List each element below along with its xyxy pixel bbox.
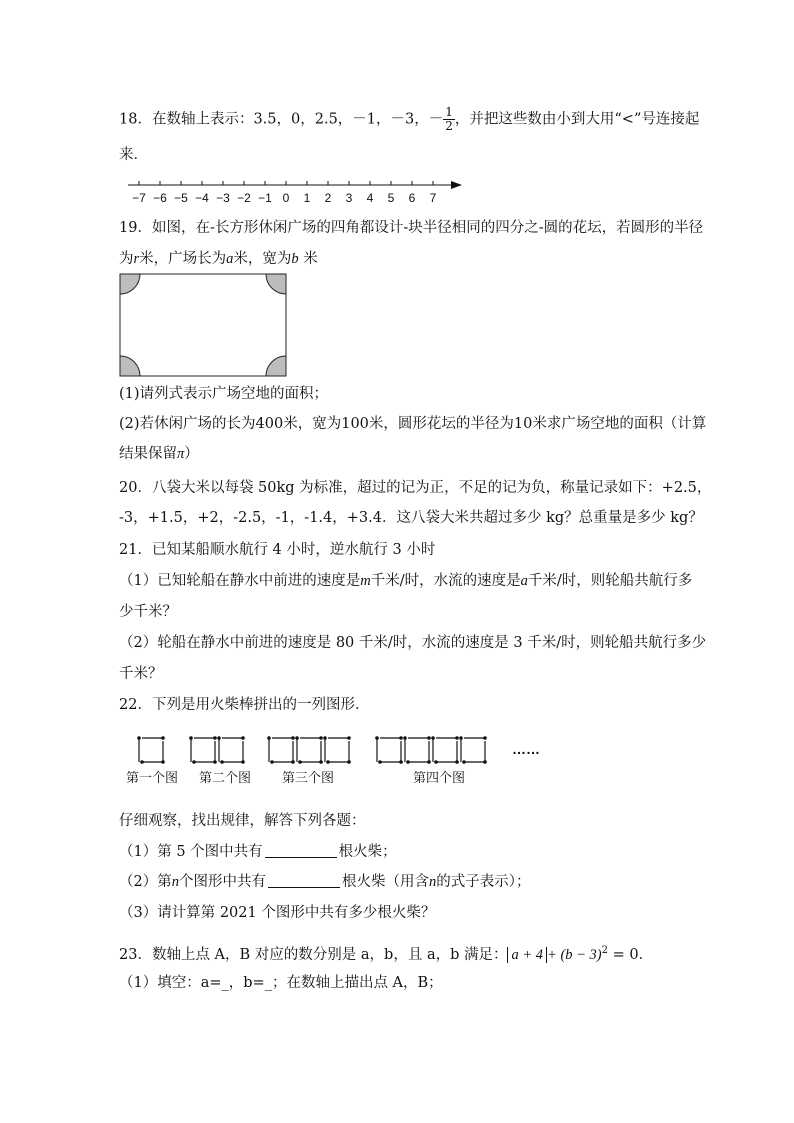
- figure-label: 第一个图: [125, 770, 179, 785]
- number-line-label: −6: [153, 191, 167, 205]
- number-line-label: 1: [303, 191, 311, 205]
- matchstick-head: [189, 736, 193, 740]
- answer-blank-1[interactable]: [265, 843, 337, 858]
- matchstick-head: [298, 760, 302, 764]
- q22-part3: （3）请计算第 2021 个图形中共有多少根火柴？: [119, 905, 436, 921]
- number-line-label: 4: [366, 191, 374, 205]
- q22-part1: （1）第 5 个图中共有 根火柴；: [119, 844, 397, 860]
- q22-observe: 仔细观察，找出规律，解答下列各题：: [119, 813, 366, 829]
- matchstick-head: [213, 760, 217, 764]
- matchstick-head: [347, 736, 351, 740]
- matchstick-head: [431, 736, 435, 740]
- number-line-label: 5: [387, 191, 395, 205]
- matchstick-head: [462, 760, 466, 764]
- var-a: a: [520, 573, 528, 589]
- q23-part1: （1）填空：a=_，b=_；在数轴上描出点 A，B；: [119, 975, 443, 991]
- number-line-label: −1: [258, 191, 272, 205]
- plaza-rectangle: [120, 274, 286, 376]
- q22-part2: （2）第n个图形中共有 根火柴（用含n的式子表示）；: [119, 874, 531, 890]
- number-line-arrow: [451, 181, 462, 189]
- number-line-label: 6: [408, 191, 416, 205]
- matchstick-head: [483, 736, 487, 740]
- matchstick-head: [455, 736, 459, 740]
- var-n: n: [171, 874, 179, 890]
- matchstick-head: [406, 760, 410, 764]
- q19-part1: (1)请列式表示广场空地的面积；: [119, 386, 329, 402]
- number-line-label: 7: [429, 191, 437, 205]
- number-line-label: −2: [237, 191, 251, 205]
- q19-part2-cont: 结果保留π）: [119, 446, 199, 462]
- matchstick-head: [319, 736, 323, 740]
- q18-line2: 来．: [119, 147, 148, 163]
- number-line-label: 0: [282, 191, 290, 205]
- matchstick-head: [161, 760, 165, 764]
- matchstick-head: [347, 760, 351, 764]
- var-b: b: [291, 251, 299, 267]
- matchstick-head: [399, 736, 403, 740]
- matchstick-head: [220, 760, 224, 764]
- matchstick-head: [323, 736, 327, 740]
- var-m: m: [360, 573, 371, 589]
- matchstick-head: [137, 736, 141, 740]
- matchstick-head: [378, 760, 382, 764]
- figure-label: 第二个图: [198, 770, 252, 785]
- q22-line1: 22．下列是用火柴棒拼出的一列图形．: [119, 697, 370, 713]
- number-line-label: −4: [195, 191, 209, 205]
- number-line-label: −3: [216, 191, 230, 205]
- figure-label: 第三个图: [281, 770, 335, 785]
- plaza-diagram: [119, 273, 289, 379]
- var-pi: π: [177, 446, 185, 462]
- figure-label: 第四个图: [412, 770, 466, 785]
- matchstick-head: [403, 736, 407, 740]
- number-line-label: 3: [345, 191, 353, 205]
- matchstick-head: [140, 760, 144, 764]
- q21-part2-cont: 千米？: [119, 666, 163, 682]
- number-line-label: 2: [324, 191, 332, 205]
- matchstick-head: [295, 736, 299, 740]
- matchstick-head: [267, 736, 271, 740]
- q21-part1: （1）已知轮船在静水中前进的速度是m千米/时，水流的速度是a千米/时，则轮船共航行多: [119, 573, 693, 589]
- matchstick-head: [161, 736, 165, 740]
- abs-expression: a + 4: [507, 947, 547, 963]
- matchstick-head: [375, 736, 379, 740]
- matchstick-head: [319, 760, 323, 764]
- ellipsis: ……: [512, 741, 540, 757]
- fraction-half: $\frac{1}{2}$: [445, 105, 453, 133]
- q20-line2: -3，+1.5，+2，-2.5，-1，-1.4，+3.4．这八袋大米共超过多少 kg？总重量是多少 kg？: [119, 510, 703, 526]
- matchstick-head: [241, 736, 245, 740]
- matchstick-head: [213, 736, 217, 740]
- q18-line1: 18．在数轴上表示：3.5，0，2.5，－1，－3，－ $\frac{1}{2}$ ，并把这些数由小到大用“<”号连接起: [119, 105, 700, 133]
- var-n: n: [428, 874, 437, 890]
- q19-part2: (2)若休闲广场的长为400米，宽为100米，圆形花坛的半径为10米求广场空地的面积（计算: [119, 416, 707, 432]
- q21-part1-cont: 少千米？: [119, 604, 177, 620]
- number-line-label: −5: [174, 191, 188, 205]
- number-line-figure: [110, 172, 470, 206]
- q19-line1: 19．如图，在-长方形休闲广场的四角都设计-块半径相同的四分之-圆的花坛，若圆形的半径: [119, 220, 704, 236]
- q21-part2: （2）轮船在静水中前进的速度是 80 千米/时，水流的速度是 3 千米/时，则轮船共航行多少: [119, 635, 707, 651]
- matchstick-head: [192, 760, 196, 764]
- matchstick-figures: [119, 728, 559, 790]
- matchstick-head: [291, 736, 295, 740]
- q20-line1: 20．八袋大米以每袋 50kg 为标准，超过的记为正，不足的记为负，称量记录如下：+2.5，: [119, 480, 712, 496]
- matchstick-head: [217, 736, 221, 740]
- matchstick-head: [427, 760, 431, 764]
- q23-line1: 23．数轴上点 A，B 对应的数分别是 a，b，且 a，b 满足： $a + 4 + (b - 3)^2 = 0$．: [119, 945, 654, 963]
- answer-blank-2[interactable]: [268, 873, 340, 888]
- matchstick-head: [459, 736, 463, 740]
- matchstick-head: [241, 760, 245, 764]
- var-r: r: [133, 251, 140, 267]
- matchstick-head: [427, 736, 431, 740]
- matchstick-head: [270, 760, 274, 764]
- matchstick-head: [434, 760, 438, 764]
- matchstick-head: [326, 760, 330, 764]
- q19-line2: 为r米，广场长为a米，宽为b 米: [119, 251, 318, 267]
- number-line-label: −7: [132, 191, 146, 205]
- matchstick-head: [399, 760, 403, 764]
- matchstick-head: [483, 760, 487, 764]
- var-a: a: [226, 251, 234, 267]
- matchstick-head: [455, 760, 459, 764]
- matchstick-head: [291, 760, 295, 764]
- q21-line1: 21．已知某船顺水航行 4 小时，逆水航行 3 小时: [119, 542, 436, 558]
